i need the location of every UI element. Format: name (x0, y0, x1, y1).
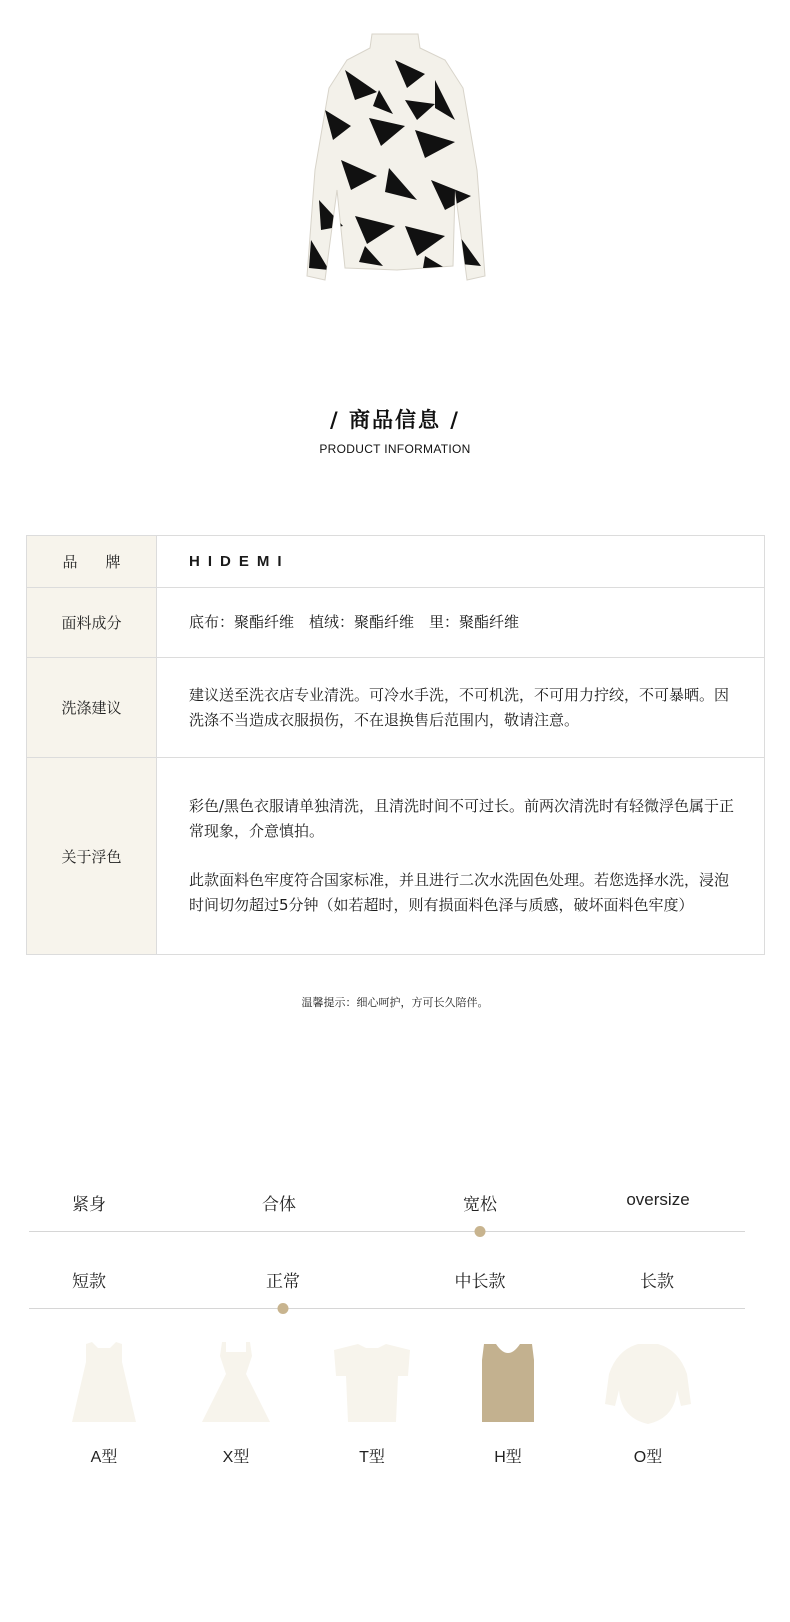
length-option-regular: 正常 (266, 1272, 300, 1292)
section-title: / 商品信息 / (330, 408, 460, 432)
a-line-dress-icon (64, 1340, 144, 1424)
row-label-wash: 洗涤建议 (27, 658, 157, 758)
h-line-tank-icon (468, 1340, 548, 1424)
product-info-table (26, 535, 765, 955)
length-selected-dot (278, 1303, 289, 1314)
row-label-brand: 品牌 (27, 536, 157, 588)
length-scale-line (29, 1308, 745, 1309)
section-heading (0, 404, 790, 456)
silhouette-x (186, 1340, 286, 1467)
length-scale (29, 1267, 745, 1327)
silhouette-x-label: X型 (222, 1449, 250, 1466)
row-label-fabric: 面料成分 (27, 588, 157, 658)
row-value-fabric: 底布：聚酯纤维 植绒：聚酯纤维 里：聚酯纤维 (157, 588, 765, 658)
silhouette-h-label: H型 (494, 1449, 522, 1466)
silhouette-t-label: T型 (359, 1449, 385, 1466)
row-value-wash: 建议送至洗衣店专业清洗。可冷水手洗，不可机洗，不可用力拧绞，不可暴晒。因洗涤不当造成衣服损伤，不在退换售后范围内，敬请注意。 (157, 658, 765, 758)
row-value-brand: HIDEMI (157, 536, 765, 588)
care-tip: 温馨提示：细心呵护，方可长久陪伴。 (301, 996, 489, 1009)
fading-note-2: 此款面料色牢度符合国家标准，并且进行二次水洗固色处理。若您选择水洗，浸泡时间切勿超过5分钟（如若超时，则有损面料色泽与质感，破坏面料色牢度） (189, 871, 730, 914)
fit-option-oversize: oversize (626, 1190, 690, 1209)
table-row-fabric (27, 588, 765, 658)
silhouette-o-label: O型 (633, 1449, 663, 1466)
silhouette-o (598, 1340, 698, 1467)
product-image (0, 0, 790, 340)
length-option-long: 长款 (640, 1272, 674, 1292)
row-label-fading: 关于浮色 (27, 758, 157, 955)
fit-scale-line (29, 1231, 745, 1232)
o-line-cocoon-icon (603, 1340, 693, 1424)
silhouette-options (0, 1340, 790, 1490)
section-subtitle: PRODUCT INFORMATION (319, 442, 471, 456)
table-row-fading (27, 758, 765, 955)
fit-option-regular: 合体 (262, 1195, 296, 1215)
fading-note-1: 彩色/黑色衣服请单独清洗，且清洗时间不可过长。前两次清洗时有轻微浮色属于正常现象，介意慎拍。 (189, 797, 735, 840)
silhouette-a (54, 1340, 154, 1467)
t-shirt-icon (330, 1340, 414, 1424)
fit-option-loose: 宽松 (463, 1195, 497, 1215)
silhouette-a-label: A型 (90, 1449, 118, 1466)
fit-option-tight: 紧身 (72, 1195, 106, 1215)
silhouette-t (322, 1340, 422, 1467)
table-row-wash (27, 658, 765, 758)
fit-selected-dot (475, 1226, 486, 1237)
length-option-short: 短款 (72, 1272, 106, 1292)
silhouette-h (458, 1340, 558, 1467)
blouse-image (285, 30, 505, 290)
length-option-mid-long: 中长款 (454, 1272, 506, 1292)
table-row-brand (27, 536, 765, 588)
x-line-dress-icon (196, 1340, 276, 1424)
row-value-fading (157, 758, 765, 955)
fit-scale (29, 1190, 745, 1250)
